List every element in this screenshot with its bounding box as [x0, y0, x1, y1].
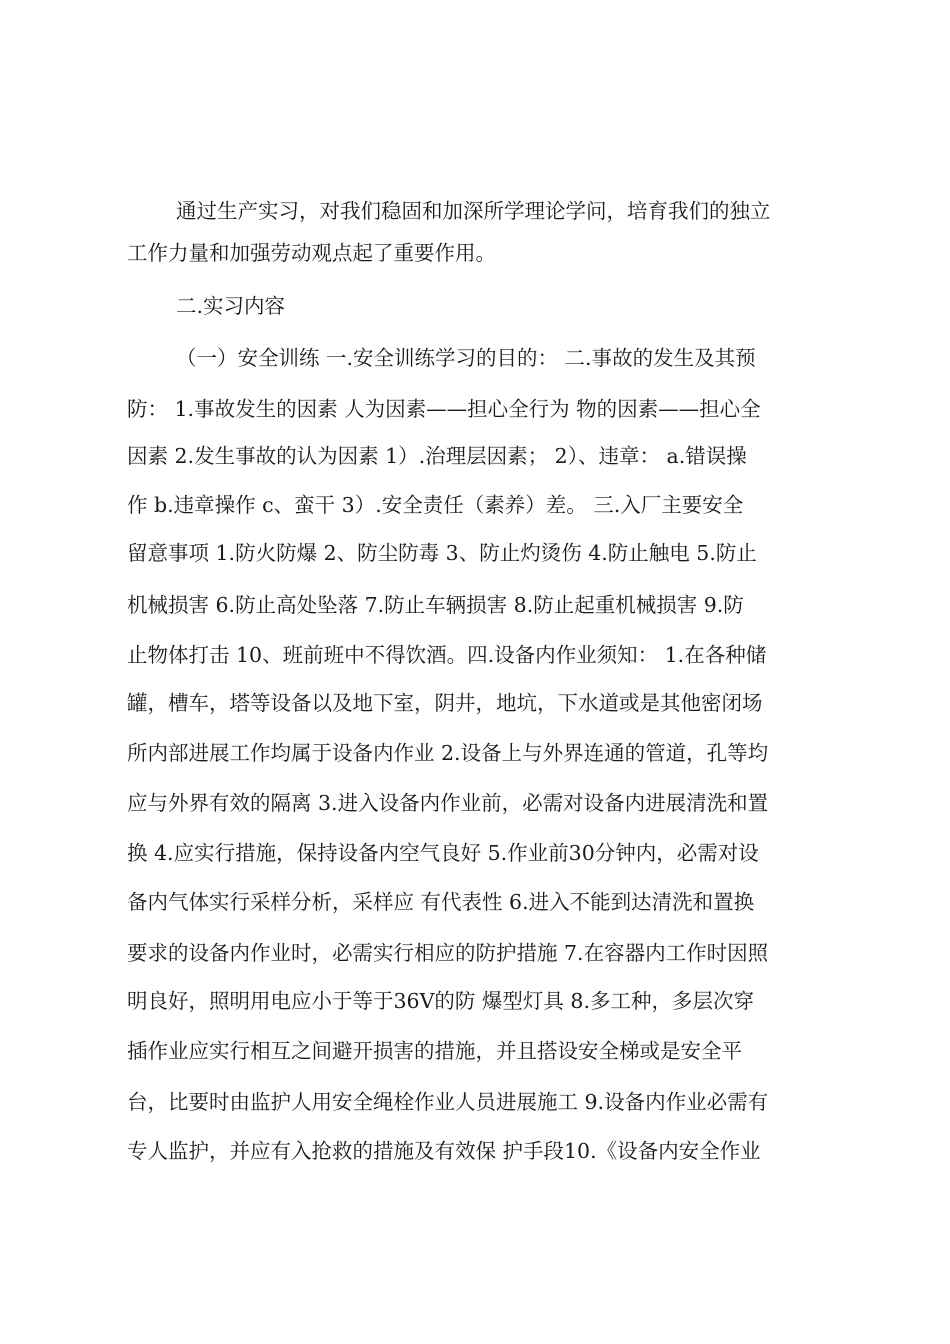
paragraph-line: 作 b.违章操作 c、蛮干 3）.安全责任（素养）差。 三.入厂主要安全	[127, 493, 744, 517]
paragraph-line: 明良好，照明用电应小于等于36V的防 爆型灯具 8.多工种，多层次穿	[127, 989, 754, 1013]
paragraph-line: 要求的设备内作业时，必需实行相应的防护措施 7.在容器内工作时因照	[127, 941, 769, 965]
paragraph-line: 台，比要时由监护人用安全绳栓作业人员进展施工 9.设备内作业必需有	[127, 1090, 769, 1114]
paragraph-line: 留意事项 1.防火防爆 2、防尘防毒 3、防止灼烫伤 4.防止触电 5.防止	[127, 541, 757, 565]
paragraph-line: 通过生产实习，对我们稳固和加深所学理论学问，培育我们的独立	[176, 199, 771, 223]
paragraph-line: 防： 1.事故发生的因素 人为因素——担心全行为 物的因素——担心全	[127, 397, 761, 421]
paragraph-line: 专人监护，并应有入抢救的措施及有效保 护手段10.《设备内安全作业	[127, 1139, 761, 1163]
paragraph-line: 所内部进展工作均属于设备内作业 2.设备上与外界连通的管道，孔等均	[127, 741, 769, 765]
section-heading: 二.实习内容	[176, 294, 286, 318]
paragraph-line: 备内气体实行采样分析，采样应 有代表性 6.进入不能到达清洗和置换	[127, 890, 755, 914]
paragraph-line: 罐，槽车，塔等设备以及地下室，阴井，地坑，下水道或是其他密闭场	[127, 691, 763, 715]
paragraph-line: 工作力量和加强劳动观点起了重要作用。	[127, 241, 496, 265]
paragraph-line: 因素 2.发生事故的认为因素 1）.治理层因素； 2）、违章： a.错误操	[127, 444, 747, 468]
paragraph-line: 止物体打击 10、班前班中不得饮酒。四.设备内作业须知： 1.在各种储	[127, 643, 767, 667]
paragraph-line: 换 4.应实行措施，保持设备内空气良好 5.作业前30分钟内，必需对设	[127, 841, 759, 865]
paragraph-line: 插作业应实行相互之间避开损害的措施，并且搭设安全梯或是安全平	[127, 1039, 742, 1063]
paragraph-line: 机械损害 6.防止高处坠落 7.防止车辆损害 8.防止起重机械损害 9.防	[127, 593, 744, 617]
paragraph-line: （一）安全训练 一.安全训练学习的目的： 二.事故的发生及其预	[176, 346, 756, 370]
paragraph-line: 应与外界有效的隔离 3.进入设备内作业前，必需对设备内进展清洗和置	[127, 791, 769, 815]
